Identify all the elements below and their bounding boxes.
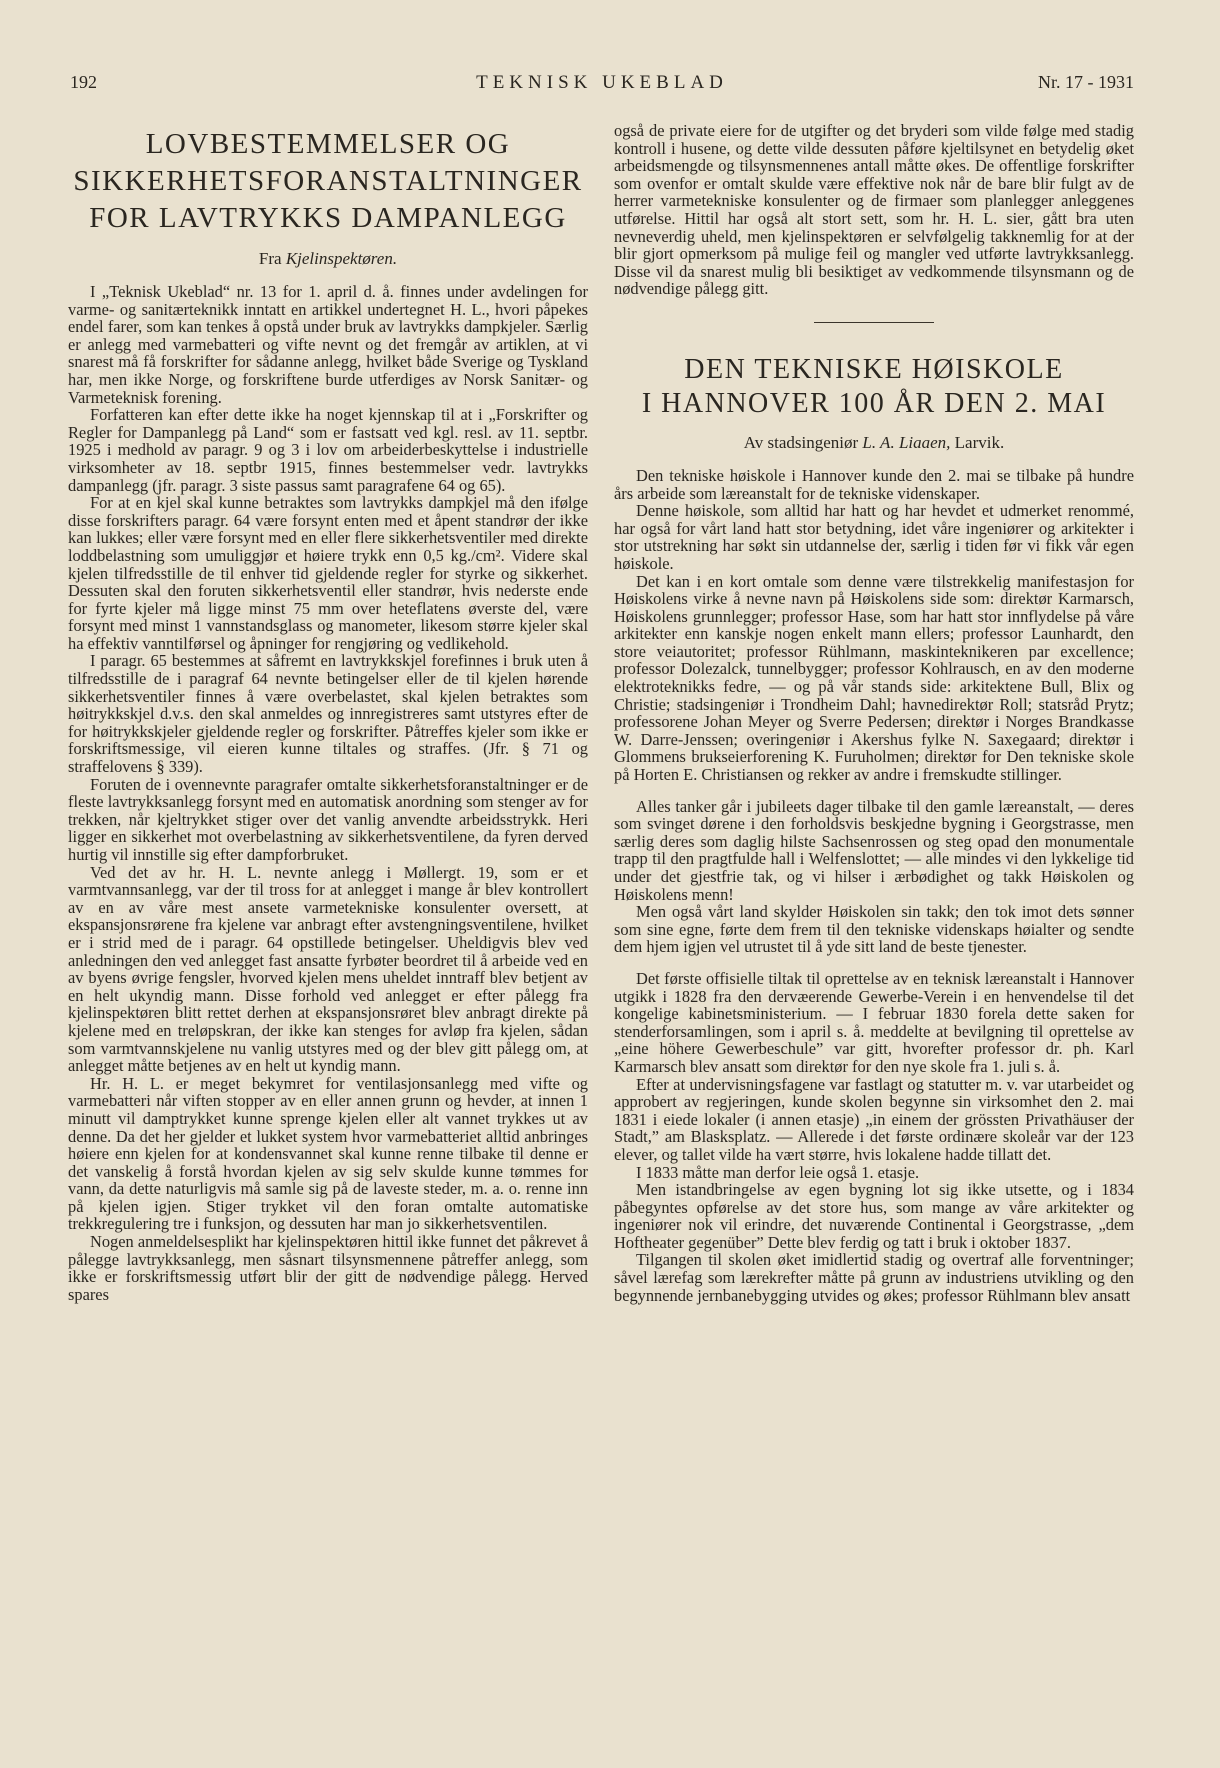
left-column [68,122,588,1303]
article1-byline-author: Kjelinspektøren. [285,249,398,268]
article2-paragraph: Den tekniske høiskole i Hannover kunde den 2. mai se tilbake på hundre års arbeide som læreanstalt for de tekniske videnskaper. [614,465,1134,503]
article1-paragraph: I paragr. 65 bestemmes at såfremt en lavtrykkskjel forefinnes i bruk uten å tilfredsstille de i paragraf 64 nevnte betingelser eller de til kjelen hørende sikkerhetsventiler finnes å være overbelastet, skal kjelen betraktes som høitrykkskjel d.v.s. den skal anmeldes og innregistreres samt utstyres efter de for høitrykkskjeler gjeldende regler og forskrifter. Påtreffes kjeler som ikke er forskriftsmessige, vil eieren kunne tiltales og straffes. (Jfr. § 71 og straffelovens § 339). [68,651,588,777]
article1-paragraph: Ved det av hr. H. L. nevnte anlegg i Møllergt. 19, som er et varmtvannsanlegg, var der til tross for at anlegget i mange år blev kontrollert av en av våre mest ansete varmetekniske konsulenter oversett, at ekspansjonsrørene fra kjelene var anbragt efter avstengningsventilene, hvilket er i strid med de i paragr. 64 opstillede betingelser. Uheldigvis blev ved anledningen den ved anlegget fast ansatte fyrbøter beordret til å arbeide ved en av byens øvrige fengsler, hvorved kjelen mens uheldet inntraff blev betjent av en helt ukyndig mann. Disse forhold ved anlegget er efter pålegg fra kjelinspektøren blitt rettet derhen at ekspansjonsrøret blev anbragt direkte på kjelene med en treløpskran, der ikke kan stenges for avløp fra kjelen, sådan som varmtvannskjelene nu vanlig utstyres med og der blev gitt pålegg om, at anlegget måtte betjenes av en helt ut kyndig mann. [68,862,588,1076]
article2-paragraph: Denne høiskole, som alltid har hatt og har hevdet et udmerket renommé, har også for vårt land hatt stor betydning, idet våre ingeniører og arkitekter i stor utstrekning har søkt sin utdannelse der, særlig i tiden før vi fikk vår egen høiskole. [614,501,1134,573]
article2-title [614,353,1134,421]
article2-paragraph: I 1833 måtte man derfor leie også 1. etasje. [636,1162,920,1182]
article2-byline-suffix: Larvik. [954,432,1005,452]
article1-paragraph: Foruten de i ovennevnte paragrafer omtalte sikkerhetsforanstaltninger er de fleste lavtrykksanlegg forsynt med en automatisk anordning som stenger av for trekken, når kjeltrykket stiger over det vanlig anvendte arbeidsstrykk. Heri ligger en sikkerhet mot overbelastning av sikkerhetsventilene, da fyren derved hurtig vil innstille sig efter dampforbruket. [68,774,588,864]
issue-number: Nr. 17 - 1931 [1038,72,1134,92]
article2-byline [614,433,1134,453]
article2-byline-author: L. A. Liaaen, [862,432,951,452]
article2-paragraph: Efter at undervisningsfagene var fastlagt og statutter m. v. var utarbeidet og approbert av regjeringen, kunde skolen begynne sin virksomhet den 2. mai 1831 i eiede lokaler (i annen etasje) „in einem der grössten Privathäuser der Stadt,” am Blasksplatz. — Allerede i det første ordinære skoleår var der 123 elever, og tallet vilde ha vært større, hvis lokalene hadde tillatt det. [614,1074,1134,1164]
section-divider [814,322,934,323]
article2-paragraph: Alles tanker går i jubileets dager tilbake til den gamle læreanstalt, — deres som svinget dørene i den forholdsvis beskjedne bygning i Georgstrasse, men særlig deres som daglig hilste Sachsenrossen og steg opad den monumentale trapp til den pragtfulde hall i Welfenslottet; — alle mindes vi den lykkelige tid under det gjestfrie tak, og vi hilser i ærbødighet og takk Høiskolen og Høiskolens menn! [614,796,1134,904]
article2-byline-prefix: Av stadsingeniør [743,432,859,452]
article1-paragraph: Hr. H. L. er meget bekymret for ventilasjonsanlegg med vifte og varmebatteri når viften stopper av en eller annen grunn og hevder, at innen 1 minutt vil damptrykket kunne sprenge kjelen eller alt vannet trykkes ut av denne. Da det her gjelder et lukket system hvor varmebatteriet alltid anbringes høiere enn kjelen for at kondensvannet skal kunne renne tilbake til denne er det vanskelig å forstå hvordan kjelen av sig selv skulde kunne tømmes for vann, da dette naturligvis må samle sig på de laveste steder, m. a. o. renne inn på kjelen igjen. Stiger trykket vil den foran omtalte automatiske trekkregulering tre i funksjon, og dessuten har man jo sikkerhetsventilen. [68,1073,588,1234]
article1-byline [68,249,588,269]
journal-title: TEKNISK UKEBLAD [476,72,728,93]
article1-byline-prefix: Fra [258,249,282,268]
article2-paragraph: Tilgangen til skolen øket imidlertid stadig og overtraf alle forventninger; såvel lærefag som lærekrefter måtte på grunn av industriens utvikling og den begynnende jernbanebygging utvides og økes; professor Rühlmann blev ansatt [614,1250,1134,1305]
article2-paragraph: Men istandbringelse av egen bygning lot sig ikke utsette, og i 1834 påbegyntes opførelse av det store hus, som mange av våre arkitekter og ingeniører nok vil erindre, det nuværende Continental i Georgstrasse, „dem Hoftheater gegenüber” Dette blev ferdig og tatt i bruk i oktober 1837. [614,1180,1134,1252]
right-column [614,122,1134,1304]
page-number: 192 [70,72,97,92]
article1-paragraph: I „Teknisk Ukeblad“ nr. 13 for 1. april d. å. finnes under avdelingen for varme- og sanitærteknikk inntatt en artikkel undertegnet H. L., hvori påpekes endel farer, som kan tenkes å opstå under bruk av lavtrykks dampkjeler. Særlig er anlegg med varmebatteri og vifte nevnt og det fremgår av artiklen, at vi snarest må få forskrifter for sådanne anlegg, hvilket både Sverige og Tyskland har, men ikke Norge, og forskriftene burde utferdiges av Norsk Sanitær- og Varmeteknisk forening. [68,282,588,407]
article2-title-line2: I HANNOVER 100 ÅR DEN 2. MAI [641,387,1107,419]
page-header [70,72,1134,102]
article2-paragraph: Men også vårt land skylder Høiskolen sin takk; den tok imot dets sønner som sine egne, førte dem frem til den tekniske videnskaps høialter og sendte dem hjem igjen vel utrustet til å yde sitt land de beste tjenester. [614,902,1134,957]
article1-paragraph: Forfatteren kan efter dette ikke ha noget kjennskap til at i „Forskrifter og Regler for Dampanlegg på Land“ som er fastsatt ved kgl. resl. av 11. septbr. 1925 i medhold av paragr. 9 og 3 i lov om arbeiderbeskyttelse i industrielle virksomheter av 18. septbr 1915, finnes bestemmelser vedr. lavtrykks dampanlegg (jfr. paragr. 3 siste passus samt paragrafene 64 og 65). [68,405,588,495]
article2-paragraph: Det første offisielle tiltak til oprettelse av en teknisk læreanstalt i Hannover utgikk i 1828 fra den dervæerende Gewerbe-Verein i en henvendelse til det kongelige kabinetsministerium. — I februar 1830 forela dette saken for stenderforsamlingen, som i april s. å. meddelte at bevilgning til oprettelse av „eine höhere Gewerbeschule” var gitt, hvorefter professor dr. ph. Karl Karmarsch blev ansatt som direktør for den nye skole fra 1. juli s. å. [614,968,1134,1076]
article1-paragraph: Nogen anmeldelsesplikt har kjelinspektøren hittil ikke funnet det påkrevet å pålegge lavtrykksanlegg, men såsnart tilsynsmennene påtreffer anlegg, som ikke er forskriftsmessig utført blir der gitt de nødvendige pålegg. Herved spares [68,1232,588,1304]
article1-paragraph: For at en kjel skal kunne betraktes som lavtrykks dampkjel må den ifølge disse forskrifters paragr. 64 være forsynt enten med et åpent standrør der ikke kan lukkes; eller være forsynt med en eller flere sikkerhetsventiler med direkte loddbelastning som umuliggjør et høiere trykk enn 0,5 kg./cm². Videre skal kjelen tilfredsstille de til enhver tid gjeldende regler for styrke og sikkerhet. Dessuten skal den foruten sikkerhetsventil eller standrør, hvis nederste ende for fyrte kjeler må ligge minst 75 mm over heteflatens øverste del, være forsynt med minst 1 vannstandsglass og manometer, likesom større kjeler skal ha effektiv vanntilførsel og åpninger for rengjøring og vedlikehold. [68,493,588,653]
article2-title-line1: DEN TEKNISKE HØISKOLE [684,353,1064,385]
article1-continuation: også de private eiere for de utgifter og det bryderi som vilde følge med stadig kontroll i husene, og dette vilde dessuten påføre kjeltilsynet en betydelig øket arbeidsmengde og tilsynsmennenes antall måtte økes. De offentlige forskrifter som ovenfor er omtalt skulde være effektive nok når de bare blir fulgt av de herrer varmetekniske konsulenter og de firmaer som planlegger anleggenes utførelse. Hittil har også alt stort sett, som hr. H. L. sier, gått bra uten nevneverdig uheld, men kjelinspektøren er selvfølgelig takknemlig for at der blir gjort opmerksom på mulige feil og mangler ved utførte lavtrykksanlegg. Disse vil da snarest mulig bli besiktiget av vedkommende tilsynsmann og de nødvendige pålegg gitt. [614,121,1134,299]
article1-title: LOVBESTEMMELSER OG SIKKERHETSFORANSTALTNINGER FOR LAVTRYKKS DAMPANLEGG [73,128,583,234]
article2-paragraph: Det kan i en kort omtale som denne være tilstrekkelig manifestasjon for Høiskolens virke å nevne navn på Høiskolens side som: direktør Karmarsch, Høiskolens grunnlegger; professor Hase, som har hatt stor innflydelse på våre arkitekter enn kanskje nogen enkelt mann ellers; professor Launhardt, den store veiautoritet; professor Rühlmann, maskinteknikeren par excellence; professor Dolezalck, tunnelbygger; professor Kohlrausch, en av den moderne elektroteknikks fedre, — og på vår stands side: arkitektene Bull, Blix og Christie; stadsingeniør i Trondheim Dahl; havnedirektør Roll; statsråd Prytz; professorene Johan Meyer og Sverre Pedersen; direktør i Norges Brandkasse W. Darre-Jenssen; overingeniør i Akershus fylke N. Saxegaard; direktør i Glommens brukseierforening K. Furuholmen; direktør for Den tekniske skole på Horten E. Christiansen og rekker av andre i fremskudte stillinger. [614,571,1134,785]
